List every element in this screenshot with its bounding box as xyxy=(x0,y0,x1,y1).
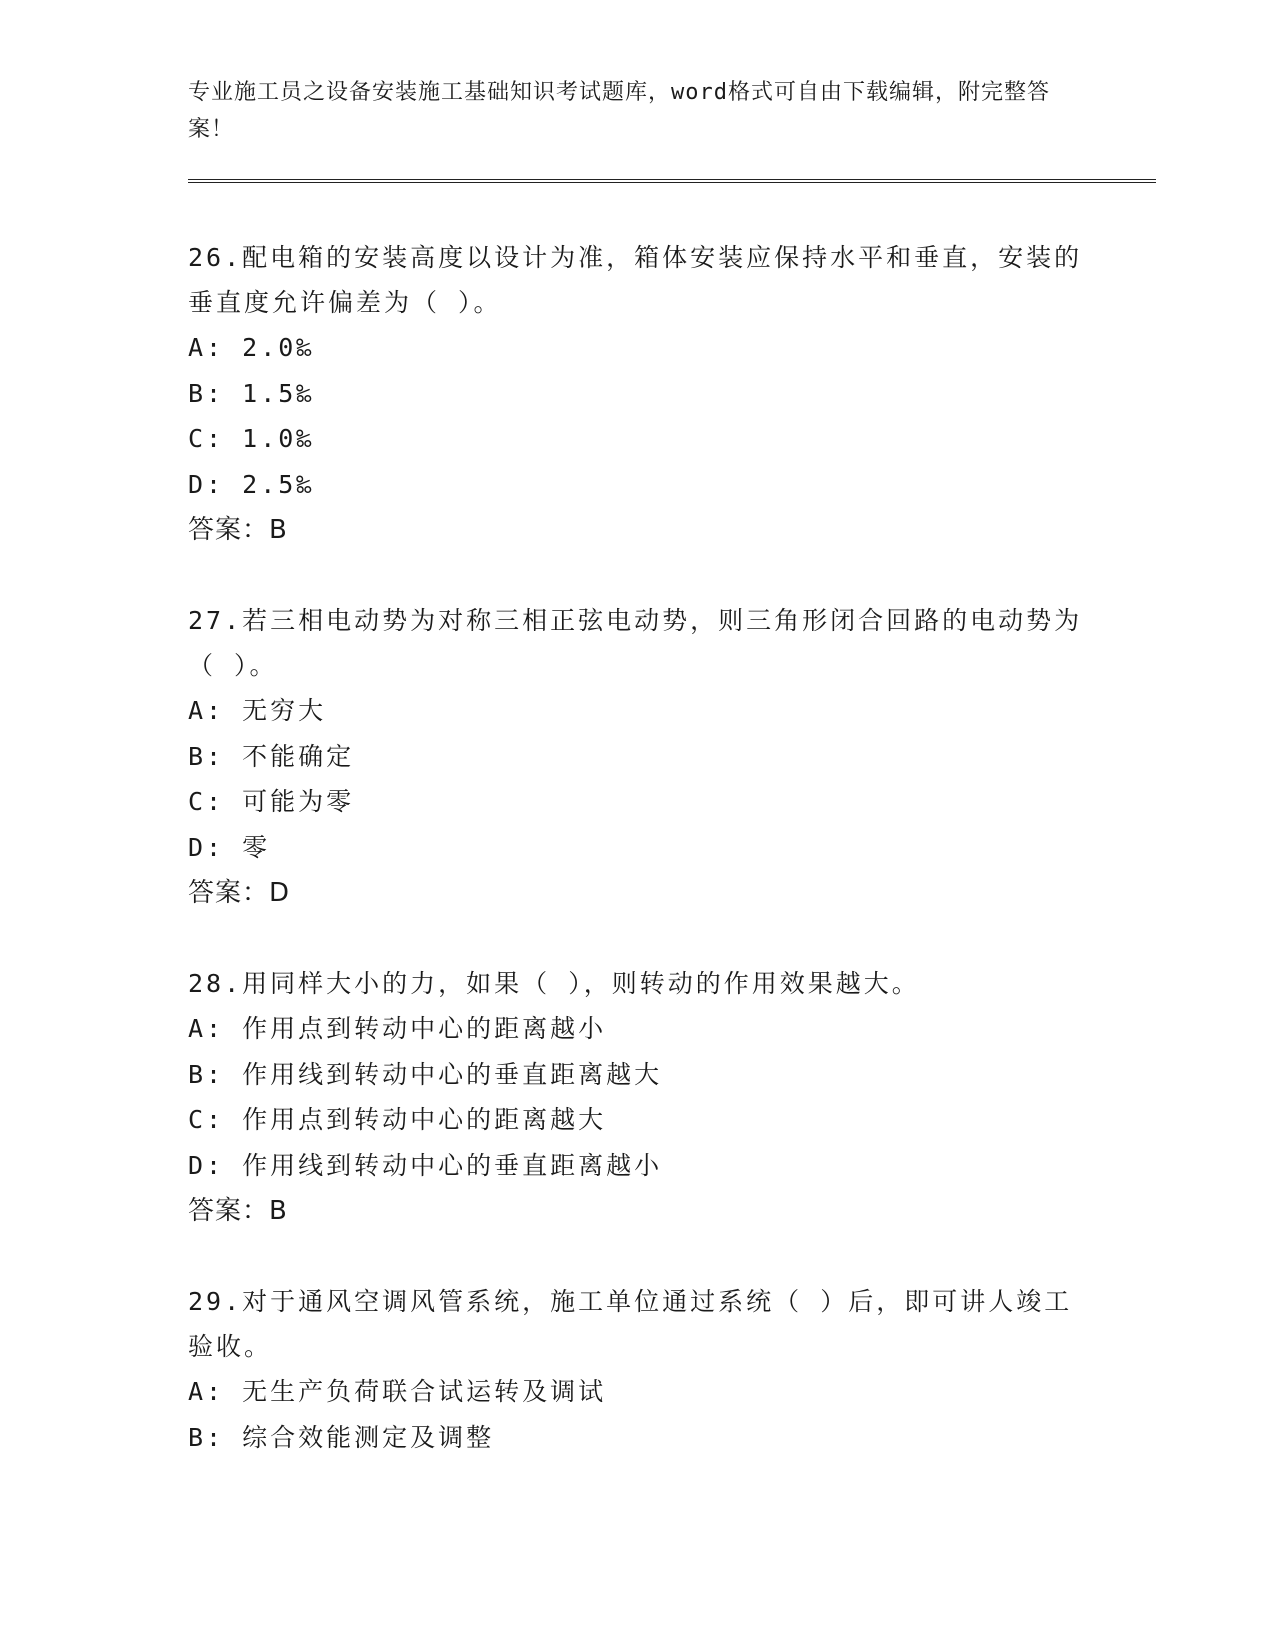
question-list xyxy=(188,235,1088,1505)
question-28 xyxy=(188,961,1088,1234)
header-divider xyxy=(188,179,1156,183)
option-a: A: 作用点到转动中心的距离越小 xyxy=(188,1014,607,1043)
option-d: D: 作用线到转动中心的垂直距离越小 xyxy=(188,1150,663,1180)
option-c: C: 可能为零 xyxy=(188,787,355,816)
question-29 xyxy=(188,1279,1088,1460)
option-a: A: 无生产负荷联合试运转及调试 xyxy=(188,1377,607,1406)
option-b: B: 不能确定 xyxy=(188,741,355,771)
option-d: D: 零 xyxy=(188,832,271,862)
answer-label: 答案：D xyxy=(188,878,291,908)
option-b: B: 综合效能测定及调整 xyxy=(188,1422,495,1452)
option-a: A: 无穷大 xyxy=(188,696,327,725)
option-c: C: 1.0‰ xyxy=(188,424,315,453)
question-stem: 27.若三相电动势为对称三相正弦电动势，则三角形闭合回路的电动势为（ ）。 xyxy=(188,606,1083,680)
document-header: 专业施工员之设备安装施工基础知识考试题库，word格式可自由下载编辑，附完整答案！ xyxy=(188,80,1050,142)
option-b: B: 1.5‰ xyxy=(188,378,315,408)
option-a: A: 2.0‰ xyxy=(188,333,315,362)
answer-label: 答案：B xyxy=(188,515,288,545)
option-c: C: 作用点到转动中心的距离越大 xyxy=(188,1105,607,1134)
question-26 xyxy=(188,235,1088,553)
question-stem: 28.用同样大小的力，如果（ ），则转动的作用效果越大。 xyxy=(188,969,920,998)
option-d: D: 2.5‰ xyxy=(188,469,315,499)
question-27 xyxy=(188,598,1088,916)
answer-label: 答案：B xyxy=(188,1196,288,1226)
question-stem: 29.对于通风空调风管系统，施工单位通过系统（ ）后，即可讲人竣工验收。 xyxy=(188,1287,1073,1361)
question-stem: 26.配电箱的安装高度以设计为准，箱体安装应保持水平和垂直，安装的垂直度允许偏差为（ ）。 xyxy=(188,243,1083,317)
option-b: B: 作用线到转动中心的垂直距离越大 xyxy=(188,1059,663,1089)
